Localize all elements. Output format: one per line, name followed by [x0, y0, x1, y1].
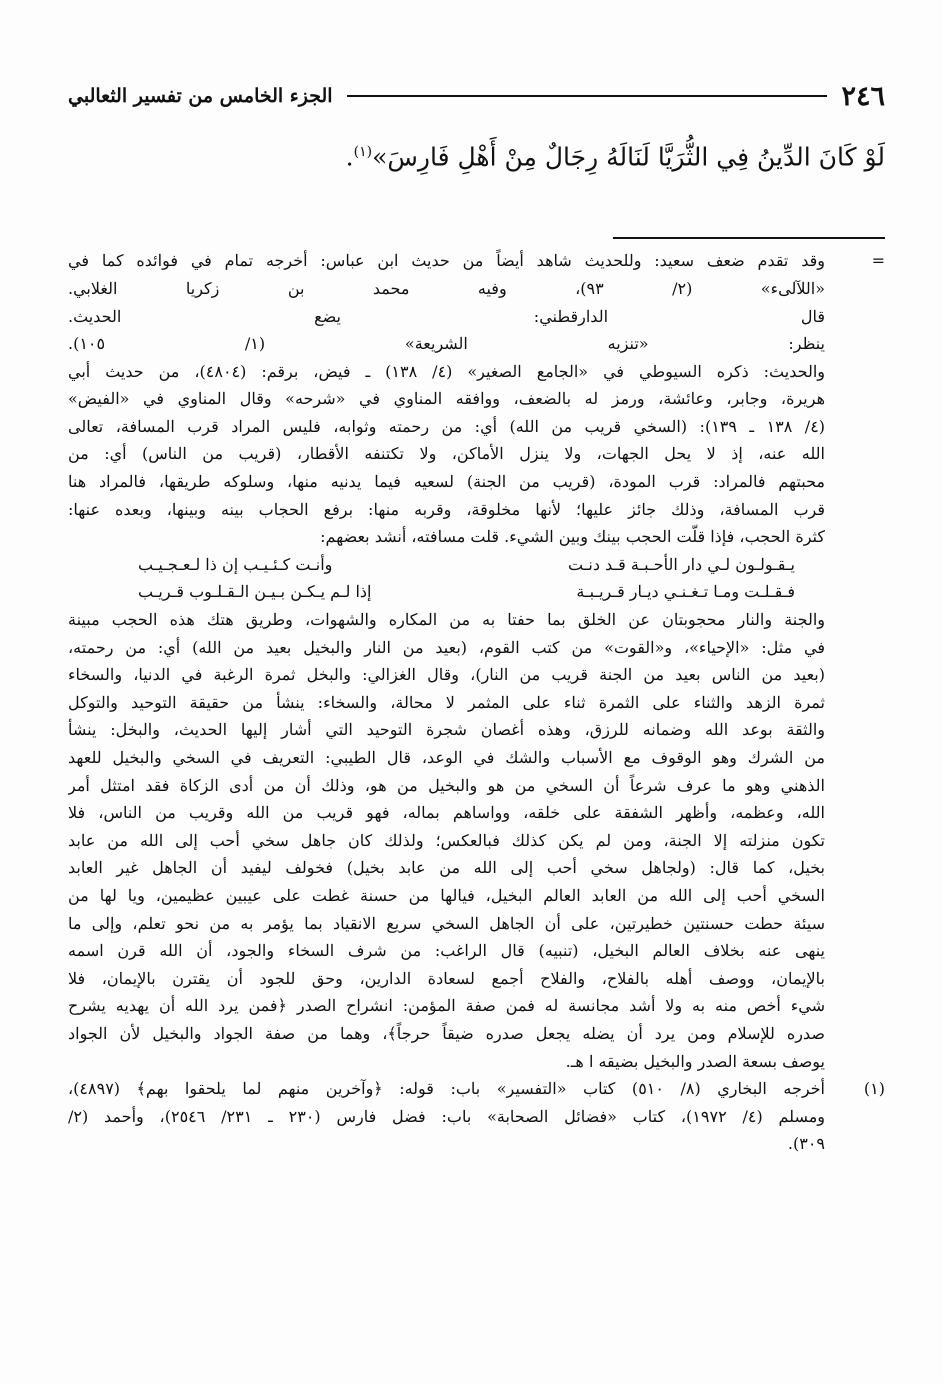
footnote-separator	[613, 237, 885, 239]
text-line: ومسلم (٤/ ١٩٧٢)، كتاب «فضائل الصحابة» باب: فضل فارس (٢٣٠ ـ ٢٣١/ ٢٥٤٦)، وأحمد (٢/	[68, 1106, 825, 1126]
verse-hemistich-first: يـقـولـون لـي دار الأحـبـة قـد دنـت	[568, 554, 795, 574]
header-rule	[347, 95, 828, 97]
text-line: وقد تقدم ضعف سعيد: وللحديث شاهد أيضاً من حديث ابن عباس: أخرجه تمام في فوائده كما في	[68, 251, 825, 271]
text-line: أخرجه البخاري (٨/ ٥١٠) كتاب «التفسير» باب: قوله: ﴿وآخرين منهم لما يلحقوا بهم﴾ (٤٨٩٧)،	[68, 1079, 825, 1099]
text-line: صدره للإسلام ومن يرد أن يضله يجعل صدره ضيقاً حرجاً﴾، وهما من صفة الجواد والبخيل لأن الجواد	[68, 1023, 825, 1043]
text-line: في مثل: «الإحياء»، و«القوت» من كتب القوم، (بعيد من النار والبخيل بعيد من الله) أي: من رحمته،	[68, 637, 825, 657]
footnote-1	[68, 1075, 885, 1158]
text-line: (بعيد من الناس بعيد من الجنة قريب من النار)، وقال الغزالي: والبخل ثمرة الرغبة في الدنيا، والسخاء	[68, 665, 825, 685]
text-line: والجنة والنار محجوبتان عن الخلق بما حفتا به من المكاره والشهوات، وطريق هتك هذه الحجب مبينة	[68, 610, 825, 630]
continuation-text-2	[68, 606, 825, 1075]
text-line: تكون منزلته إلا الجنة، ومن لم يكن كذلك فبالعكس؛ ولذلك كان جاهل سخي أحب إلى الله من عابد	[68, 830, 825, 850]
text-line: «اللآلىء» (٢/ ٩٣)، وفيه محمد بن زكريا الغلابي.	[68, 278, 825, 298]
text-line: من الشرك وهو الوقوف مع الأسباب والشك في الوعد، قال الطيبي: التعريف في السخي والبخيل للعهد	[68, 748, 825, 768]
text-line: ٣٠٩).	[787, 1134, 825, 1154]
continuation-marker: =	[871, 251, 885, 271]
hadith-text: لَوْ كَانَ الدِّينُ فِي الثُّرَيَّا لَنَالَهُ رِجَالٌ مِنْ أَهْلِ فَارِسَ»	[372, 142, 885, 172]
text-line: محبتهم فالمراد: قرب المودة، (قريب من الجنة) لسعيه فيما يدنيه منها، وسلوكه طريقها، فالمراد هنا	[68, 472, 825, 492]
poem-verses	[68, 551, 825, 606]
running-title: الجزء الخامس من تفسير الثعالبي	[68, 85, 333, 107]
text-line: شيء أخص منه به ولا أشد مجانسة له فمن صفة المؤمن: انشراح الصدر ﴿فمن يرد الله أن يهديه يشرح	[68, 996, 825, 1016]
text-line: الله، وعظمه، وأظهر الشفقة على خلقه، وواساهم بماله، فهو قريب من الله وقريب من الناس، فلا	[68, 803, 825, 823]
sentence-end: .	[345, 142, 354, 172]
footnotes	[68, 247, 885, 1158]
text-line: (٤/ ١٣٨ ـ ١٣٩): (السخي قريب من الله) أي: من رحمته وثوابه، فليس المراد قرب المسافة، تعالى	[68, 416, 825, 436]
footnote-reference[interactable]: (١)	[353, 144, 373, 160]
text-line: الذهني وهو ما عرف شرعاً أن السخي من هو والبخيل من هو، وذلك أن من أدى الزكاة فقد امتثل أمر	[68, 775, 825, 795]
verse-line	[68, 578, 825, 606]
text-line: سيئة حطت حسنتين خطيرتين، على أن الجاهل السخي سريع الانقياد بما يؤمر به من نحو تعلم، وإلى ما	[68, 913, 825, 933]
text-line: كثرة الحجب، فإذا قلّت الحجب بينك وبين الشيء. قلت مسافته، أنشد بعضهم:	[320, 527, 825, 547]
text-line: بخيل، كما قال: (ولجاهل سخي أحب إلى الله من عابد بخيل) فخولف ليفيد أن الجاهل غير العابد	[68, 858, 825, 878]
footnote-continuation	[68, 247, 885, 1075]
verse-hemistich-first: فـقـلـت ومـا تـغـنـي ديـار قـريـبـة	[576, 582, 795, 602]
text-line: ثمرة الزهد والثناء على الثمرة ثناء على المثمر لا محالة، والسخاء: ينشأ من حقيقة التوحيد والتوكل	[68, 692, 825, 712]
footnote-1-marker: (١)	[863, 1079, 885, 1099]
text-line: قال الدارقطني: يضع الحديث.	[68, 306, 825, 326]
text-line: السخي أحب إلى الله من العابد العالم البخيل، فيالها من حسنة غطت على عيبين عظيمين، ويا لها من	[68, 885, 825, 905]
text-line: يوصف بسعة الصدر والبخيل بضيقه ا هـ.	[565, 1051, 825, 1071]
verse-hemistich-second: وأنـت كـئـيـب إن ذا لـعـجـيـب	[138, 554, 333, 574]
text-line: ينهى عنه بخلاف العالم البخيل، (تنبيه) قال الراغب: من شرف السخاء والجود، أن الله قرن اسمه	[68, 941, 825, 961]
text-line: قرب المسافة، وذلك جائز عليها؛ لأنها مخلوقة، وقربه منها: برفع الحجاب بينه وبينها، وبعده عنها:	[68, 499, 825, 519]
text-line: الله عنه، إذ لا يحل الجهات، ولا ينزل الأماكن، ولا تكتنفه الأقطار، (قريب من الناس) أي: من	[68, 444, 825, 464]
text-line: هريرة، وجابر، وعائشة، ورمز له بالضعف، ووافقه المناوي في «شرحه» وقال المناوي في «الفيض»	[68, 389, 825, 409]
verse-line	[68, 551, 825, 579]
main-text	[68, 130, 885, 179]
text-line: بالإيمان، ووصف أهله بالفلاح، والفلاح أجمع لسعادة الدارين، وحق للجود أن يقترن بالإيمان، فلا	[68, 968, 825, 988]
verse-hemistich-second: إذا لـم يـكـن بـيـن الـقـلـوب قـريـب	[138, 582, 372, 602]
page-number: ٢٤٦	[841, 80, 885, 112]
page-header	[68, 80, 885, 112]
text-line: والثقة بوعد الله وضمانه للرزق، وهذه أغصان شجرة التوحيد التي أشار إليها الحديث، والبخل: ينشأ	[68, 720, 825, 740]
continuation-text-1	[68, 247, 825, 551]
text-line: والحديث: ذكره السيوطي في «الجامع الصغير» (٤/ ١٣٨) ـ فيض، برقم: (٤٨٠٤)، من حديث أبي	[68, 361, 825, 381]
text-line: ينظر: «تنزيه الشريعة» (١/ ١٠٥).	[68, 334, 825, 354]
footnote-1-text	[68, 1075, 825, 1158]
